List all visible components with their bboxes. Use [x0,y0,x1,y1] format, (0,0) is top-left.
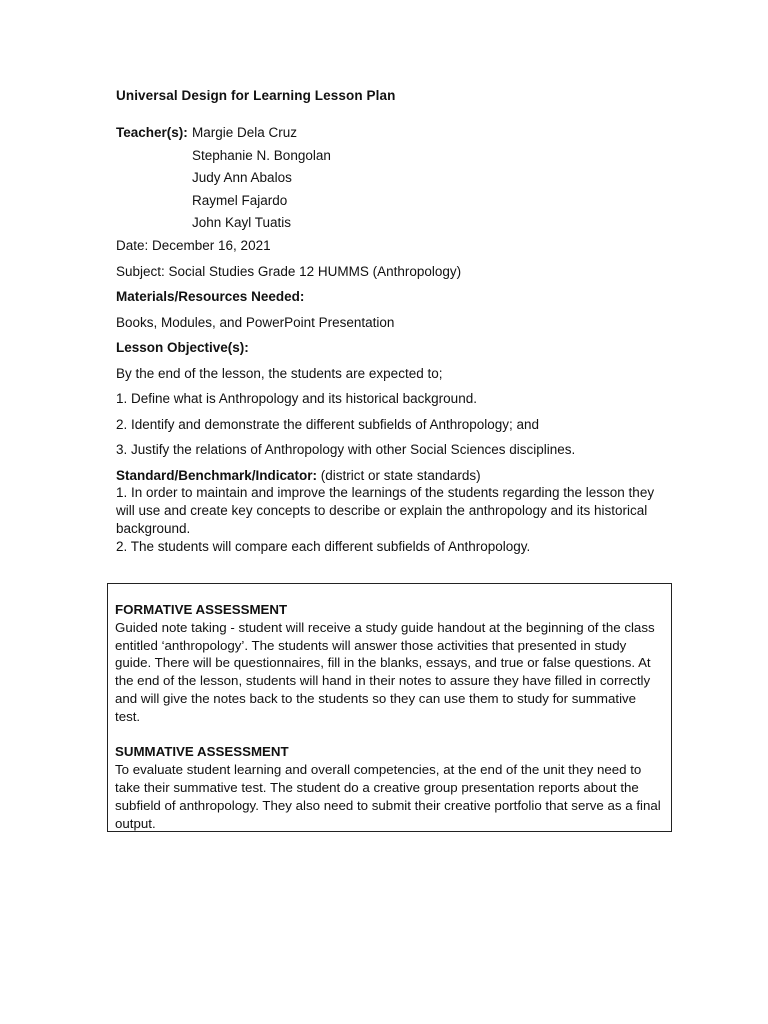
date-line: Date: December 16, 2021 [116,238,271,253]
materials-text: Books, Modules, and PowerPoint Presentation [116,314,395,330]
standard-section [116,467,676,556]
teachers-label: Teacher(s): [116,125,188,140]
materials-heading: Materials/Resources Needed: [116,289,305,304]
objectives-intro: By the end of the lesson, the students are expected to; [116,365,443,381]
objective-item: 2. Identify and demonstrate the different subfields of Anthropology; and [116,416,540,432]
document-title: Universal Design for Learning Lesson Plan [116,88,396,103]
standard-item: 1. In order to maintain and improve the learnings of the students regarding the lesson they will use and create key concepts to describe or explain the anthropology and its historical background. [116,485,655,536]
teacher-name: John Kayl Tuatis [192,215,292,230]
teacher-name: Judy Ann Abalos [192,170,292,185]
standard-item: 2. The students will compare each different subfields of Anthropology. [116,538,531,554]
objective-item: 3. Justify the relations of Anthropology with other Social Sciences disciplines. [116,442,576,457]
formative-text: Guided note taking - student will receive a study guide handout at the beginning of the class entitled ‘anthropology’. The students will answer those activities that presented in study guide. There will be questionnaires, fill in the blanks, essays, and true or false questions. At the end of the lesson, students will hand in their notes to assure they have filled in correctly and will give the notes back to the students so they can use them to study for summative test. [115,619,655,724]
assessment-box [107,583,672,832]
objectives-section [116,339,676,459]
teacher-name: Stephanie N. Bongolan [192,147,331,163]
summative-text: To evaluate student learning and overall competencies, at the end of the unit they need to take their summative test. The student do a creative group presentation reports about the subfield of anthropology. They also need to submit their creative portfolio that serve as a final output. [115,762,661,831]
teacher-name: Margie Dela Cruz [192,125,298,140]
teacher-name: Raymel Fajardo [192,192,288,208]
lesson-plan-document [116,88,676,555]
teachers-section [116,125,676,230]
objectives-heading: Lesson Objective(s): [116,340,249,355]
standard-note: (district or state standards) [317,467,481,483]
summative-heading: SUMMATIVE ASSESSMENT [115,744,289,760]
subject-line: Subject: Social Studies Grade 12 HUMMS (Anthropology) [116,263,462,279]
standard-heading: Standard/Benchmark/Indicator: [116,467,318,483]
objective-item: 1. Define what is Anthropology and its historical background. [116,391,477,406]
formative-heading: FORMATIVE ASSESSMENT [115,602,288,617]
